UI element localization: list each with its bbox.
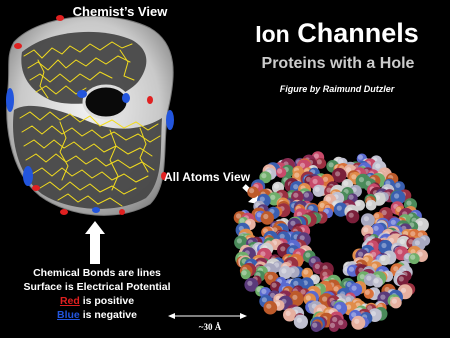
atom-highlight: [329, 162, 334, 167]
positive-text: is positive: [79, 295, 135, 307]
atom-highlight: [277, 169, 282, 174]
atom-highlight: [401, 288, 406, 293]
atom-highlight: [375, 163, 380, 168]
atom-highlight: [293, 184, 298, 189]
atom-highlight: [395, 183, 400, 188]
atom-highlight: [397, 249, 402, 254]
atom-highlight: [406, 201, 411, 206]
atom-highlight: [268, 275, 273, 280]
caption-line-negative: [2, 308, 192, 322]
atom-highlight: [394, 193, 399, 198]
atom-highlight: [297, 318, 302, 323]
atom-highlight: [337, 206, 342, 211]
atom-highlight: [293, 193, 298, 198]
negative-color-word: Blue: [57, 309, 80, 321]
atom-highlight: [236, 213, 241, 218]
atom-highlight: [266, 304, 271, 309]
atom-highlight: [418, 221, 423, 226]
figure-credit: Figure by Raimund Dutzler: [279, 84, 395, 94]
atom-highlight: [346, 297, 351, 302]
atom-highlight: [355, 201, 360, 206]
atom-highlight: [290, 221, 295, 226]
atom-highlight: [332, 317, 337, 322]
atom-highlight: [380, 256, 385, 261]
atom-highlight: [399, 276, 404, 281]
atom-highlight: [237, 238, 242, 243]
atom-highlight: [349, 267, 354, 272]
atom-highlight: [352, 286, 357, 291]
atom-highlight: [334, 286, 339, 291]
atom-highlight: [317, 159, 322, 164]
atom-highlight: [274, 184, 279, 189]
atom-highlight: [272, 283, 277, 288]
chemist-view-label: Chemist’s View: [72, 4, 168, 19]
caption-line-bonds: Chemical Bonds are lines: [33, 267, 161, 279]
atom-highlight: [242, 270, 247, 275]
atom-highlight: [312, 323, 317, 328]
caption-line-positive: [2, 294, 192, 308]
page-title: [232, 18, 442, 49]
atom-highlight: [326, 196, 331, 201]
atom-highlight: [391, 220, 396, 225]
atom-highlight: [354, 319, 359, 324]
atom-highlight: [336, 304, 341, 309]
all-atoms-view-label: All Atoms View: [164, 170, 251, 184]
page-subtitle: Proteins with a Hole: [261, 55, 415, 72]
title-word-ion: Ion: [255, 21, 290, 47]
atom-highlight: [366, 276, 371, 281]
atom-highlight: [263, 214, 268, 219]
atom-highlight: [358, 155, 363, 160]
atom-highlight: [359, 177, 364, 182]
atom-highlight: [247, 281, 252, 286]
atom-highlight: [280, 234, 285, 239]
atom-highlight: [343, 181, 348, 186]
positive-color-word: Red: [59, 295, 80, 307]
atom-highlight: [365, 290, 370, 295]
atom-highlight: [374, 278, 379, 283]
atom-highlight: [374, 226, 379, 231]
atom-highlight: [323, 177, 328, 182]
atom-highlight: [349, 195, 354, 200]
atom-highlight: [335, 171, 340, 176]
chemist-view-molecule: [6, 15, 174, 215]
all-atoms-view-molecule: [234, 151, 430, 332]
atom-highlight: [349, 213, 354, 218]
arrow-up-to-molecule-icon: [85, 221, 105, 264]
caption-line-surface: Surface is Electrical Potential: [23, 281, 171, 293]
negative-text: is negative: [79, 309, 137, 321]
atom-highlight: [249, 188, 254, 193]
atom-highlight: [410, 231, 415, 236]
atom-highlight: [363, 227, 368, 232]
atom-highlight: [311, 258, 316, 263]
atom-highlight: [303, 269, 308, 274]
atom-highlight: [364, 216, 369, 221]
atom-highlight: [400, 239, 405, 244]
atom-highlight: [294, 173, 299, 178]
atom-highlight: [305, 252, 310, 257]
atom-highlight: [306, 295, 311, 300]
atom-highlight: [330, 323, 335, 328]
atom-highlight: [280, 246, 285, 251]
atom-highlight: [367, 201, 372, 206]
atom-highlight: [261, 173, 266, 178]
atom-highlight: [315, 187, 320, 192]
atom-highlight: [358, 252, 363, 257]
atom-highlight: [381, 243, 386, 248]
atom-highlight: [313, 179, 318, 184]
atom-highlight: [281, 268, 286, 273]
atom-highlight: [351, 174, 356, 179]
atom-highlight: [374, 213, 379, 218]
atom-highlight: [286, 311, 291, 316]
atom-highlight: [338, 320, 343, 325]
title-word-channels: Channels: [297, 18, 419, 48]
atom-highlight: [262, 297, 267, 302]
scale-label: ~30 Å: [198, 322, 222, 332]
atom-highlight: [415, 240, 420, 245]
legend-caption: [2, 266, 192, 322]
atom-highlight: [261, 289, 266, 294]
atom-highlight: [293, 281, 298, 286]
atom-highlight: [270, 195, 275, 200]
atom-highlight: [304, 192, 309, 197]
atom-highlight: [292, 295, 297, 300]
atom-highlight: [392, 299, 397, 304]
atom-highlight: [380, 295, 385, 300]
atom-highlight: [315, 264, 320, 269]
atom-highlight: [322, 296, 327, 301]
atom-highlight: [240, 218, 245, 223]
atom-highlight: [410, 255, 415, 260]
